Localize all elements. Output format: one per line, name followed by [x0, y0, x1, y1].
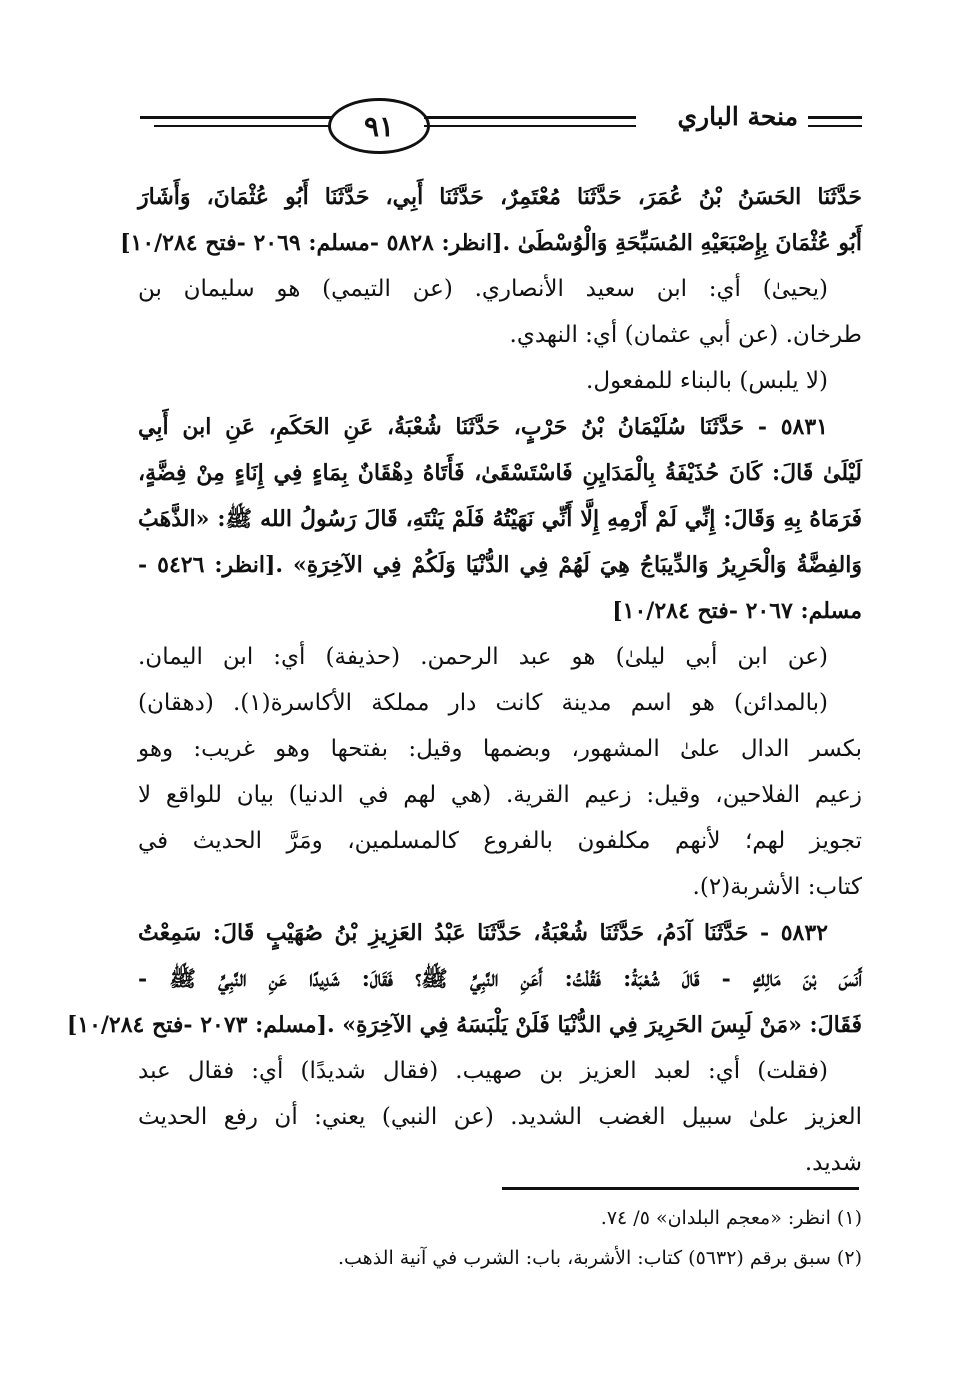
text-line: حَدَّثَنَا الحَسَنُ بْنُ عُمَرَ، حَدَّثَنَا مُعْتَمِرٌ، حَدَّثَنَا أَبِي، حَدَّثَنَا أَبُو عُثْمَانَ، وَأَشَارَ: [138, 184, 862, 210]
text-line: كتاب: الأشربة(٢).: [692, 874, 862, 900]
text-line: فَرَمَاهُ بِهِ وَقَالَ: إِنِّي لَمْ أَرْمِهِ إِلَّا أَنِّي نَهَيْتُهُ فَلَمْ يَنْتَهِ، قَالَ رَسُولُ الله ﷺ: «الذَّهَبُ: [138, 506, 862, 532]
text-line: طرخان. (عن أبي عثمان) أي: النهدي.: [509, 322, 862, 348]
header-rule-right-top: [424, 116, 636, 119]
text-line: ٥٨٣١ - حَدَّثَنَا سُلَيْمَانُ بْنُ حَرْبٍ، حَدَّثَنَا شُعْبَةُ، عَنِ الحَكَمِ، عَنِ ابن أَبِي: [138, 414, 828, 440]
header-rule-far-right-bottom: [808, 125, 862, 127]
footnotes: [138, 1198, 862, 1278]
footnote: (١) انظر: «معجم البلدان» ٥/ ٧٤.: [600, 1207, 862, 1229]
text-line: زعيم الفلاحين، وقيل: زعيم القرية. (هي لهم في الدنيا) بيان للواقع لا: [138, 782, 862, 808]
text-line: (بالمدائن) هو اسم مدينة كانت دار مملكة الأكاسرة(١). (دهقان): [138, 690, 828, 716]
running-title: منحة الباري: [677, 102, 798, 131]
header-rule-left-bottom: [154, 125, 332, 127]
text-line: (عن ابن أبي ليلىٰ) هو عبد الرحمن. (حذيفة) أي: ابن اليمان.: [138, 644, 828, 670]
page-number: ٩١: [328, 98, 430, 154]
text-line: شديد.: [804, 1150, 862, 1176]
header-rule-right-bottom: [424, 125, 636, 127]
header-rule-far-right-top: [808, 116, 862, 119]
footnote-separator: [502, 1187, 859, 1190]
text-line: فَقَالَ: «مَنْ لَبِسَ الحَرِيرَ فِي الدُّنْيَا فَلَنْ يَلْبَسَهُ فِي الآخِرَةِ» .[مسلم: ٢٠٧٣ -فتح ١٠/٢٨٤]: [66, 1012, 862, 1038]
text-line: مسلم: ٢٠٦٧ -فتح ١٠/٢٨٤]: [612, 598, 862, 624]
text-line: العزيز علىٰ سبيل الغضب الشديد. (عن النبي) يعني: أن رفع الحديث: [138, 1104, 862, 1130]
text-line: (فقلت) أي: لعبد العزيز بن صهيب. (فقال شديدًا) أي: فقال عبد: [138, 1058, 828, 1084]
text-line: (يحيىٰ) أي: ابن سعيد الأنصاري. (عن التيمي) هو سليمان بن: [138, 276, 828, 302]
text-line: أَنَسَ بْنَ مَالِكٍ - قَالَ شُعْبَةُ: فَقُلْتُ: أَعَنِ النَّبِيِّ ﷺ؟ فَقَالَ: شَدِيدًا عَنِ النَّبِيِّ ﷺ -: [138, 966, 862, 992]
header-rule-left-top: [140, 116, 332, 119]
text-line: لَيْلَىٰ قَالَ: كَانَ حُذَيْفَةُ بِالْمَدَايِنِ فَاسْتَسْقَىٰ، فَأَتَاهُ دِهْقَانٌ بِمَاءٍ فِي إِنَاءٍ مِنْ فِضَّةٍ،: [138, 460, 862, 486]
text-line: تجويز لهم؛ لأنهم مكلفون بالفروع كالمسلمين، ومَرَّ الحديث في: [138, 828, 862, 854]
text-line: ٥٨٣٢ - حَدَّثَنَا آدَمُ، حَدَّثَنَا شُعْبَةُ، حَدَّثَنَا عَبْدُ العَزِيزِ بْنُ صُهَيْبٍ قَالَ: سَمِعْتُ: [138, 920, 828, 946]
text-line: بكسر الدال علىٰ المشهور، وبضمها وقيل: بفتحها وهو غريب: وهو: [138, 736, 862, 762]
page-header: [140, 98, 862, 158]
page-body: [66, 174, 862, 1186]
text-line: أَبُو عُثْمَانَ بِإِصْبَعَيْهِ المُسَبِّحَةِ وَالْوُسْطَىٰ .[انظر: ٥٨٢٨ -مسلم: ٢٠٦٩ -فتح ١٠/٢٨٤]: [120, 230, 862, 256]
text-line: (لا يلبس) بالبناء للمفعول.: [586, 368, 828, 394]
footnote: (٢) سبق برقم (٥٦٣٢) كتاب: الأشربة، باب: الشرب في آنية الذهب.: [337, 1247, 862, 1269]
text-line: وَالفِضَّةُ وَالْحَرِيرُ وَالدِّيبَاجُ هِيَ لَهُمْ فِي الدُّنْيَا وَلَكُمْ فِي الآخِرَةِ» .[انظر: ٥٤٢٦ -: [138, 552, 862, 578]
